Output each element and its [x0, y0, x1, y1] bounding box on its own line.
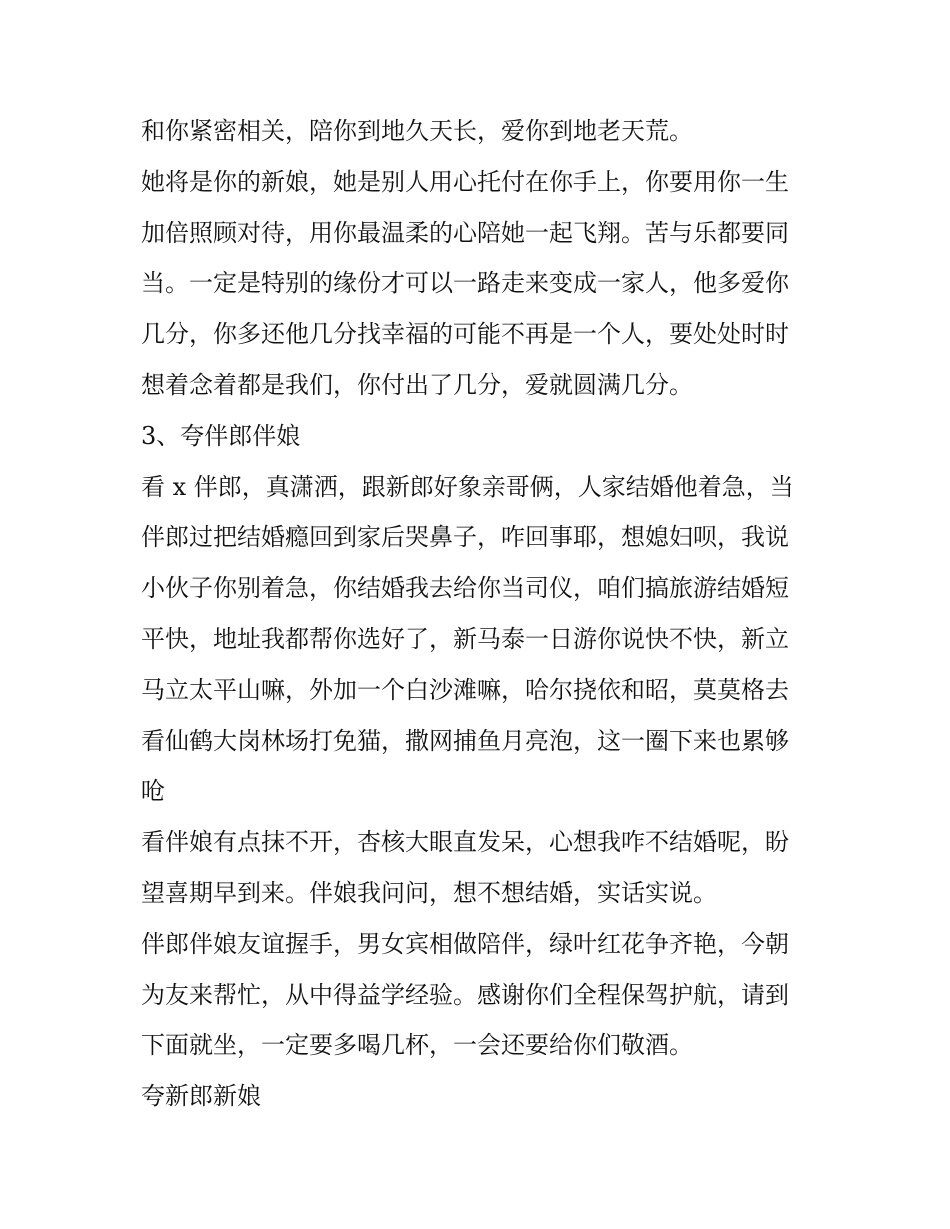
text-line: 几分，你多还他几分找幸福的可能不再是一个人，要处处时时	[141, 320, 789, 349]
text-line: 当。一定是特别的缘份才可以一路走来变成一家人，他多爱你	[141, 269, 789, 298]
text-line: 想着念着都是我们，你付出了几分，爱就圆满几分。	[141, 370, 693, 399]
text-line: 为友来帮忙，从中得益学经验。感谢你们全程保驾护航，请到	[141, 980, 789, 1009]
text-line: 下面就坐，一定要多喝几杯，一会还要给你们敬酒。	[141, 1031, 693, 1060]
text-line: 和你紧密相关，陪你到地久天长，爱你到地老天荒。	[141, 117, 693, 145]
section-heading: 3、夸伴郎伴娘	[141, 421, 301, 450]
text-line: 马立太平山嘛，外加一个白沙滩嘛，哈尔挠依和昭，莫莫格去	[141, 675, 789, 704]
text-line: 伴郎过把结婚瘾回到家后哭鼻子，咋回事耶，想媳妇呗，我说	[141, 523, 789, 552]
document-body	[141, 106, 816, 1122]
text-line: 加倍照顾对待，用你最温柔的心陪她一起飞翔。苦与乐都要同	[141, 218, 789, 247]
text-line: 她将是你的新娘，她是别人用心托付在你手上，你要用你一生	[141, 167, 789, 196]
text-line: 望喜期早到来。伴娘我问问，想不想结婚，实话实说。	[141, 878, 717, 907]
text-line: 伴郎伴娘友谊握手，男女宾相做陪伴，绿叶红花争齐艳，今朝	[141, 929, 789, 958]
text-line: 小伙子你别着急，你结婚我去给你当司仪，咱们搞旅游结婚短	[141, 574, 789, 603]
text-line: 平快，地址我都帮你选好了，新马泰一日游你说快不快，新立	[141, 624, 789, 653]
text-line: 呛	[141, 777, 165, 806]
text-line: 看 x 伴郎，真潇洒，跟新郎好象亲哥俩，人家结婚他着急，当	[141, 472, 794, 501]
section-heading: 夸新郎新娘	[141, 1082, 261, 1111]
text-line: 看伴娘有点抹不开，杏核大眼直发呆，心想我咋不结婚呢，盼	[141, 828, 789, 857]
text-line: 看仙鹤大岗林场打免猫，撒网捕鱼月亮泡，这一圈下来也累够	[141, 726, 789, 755]
